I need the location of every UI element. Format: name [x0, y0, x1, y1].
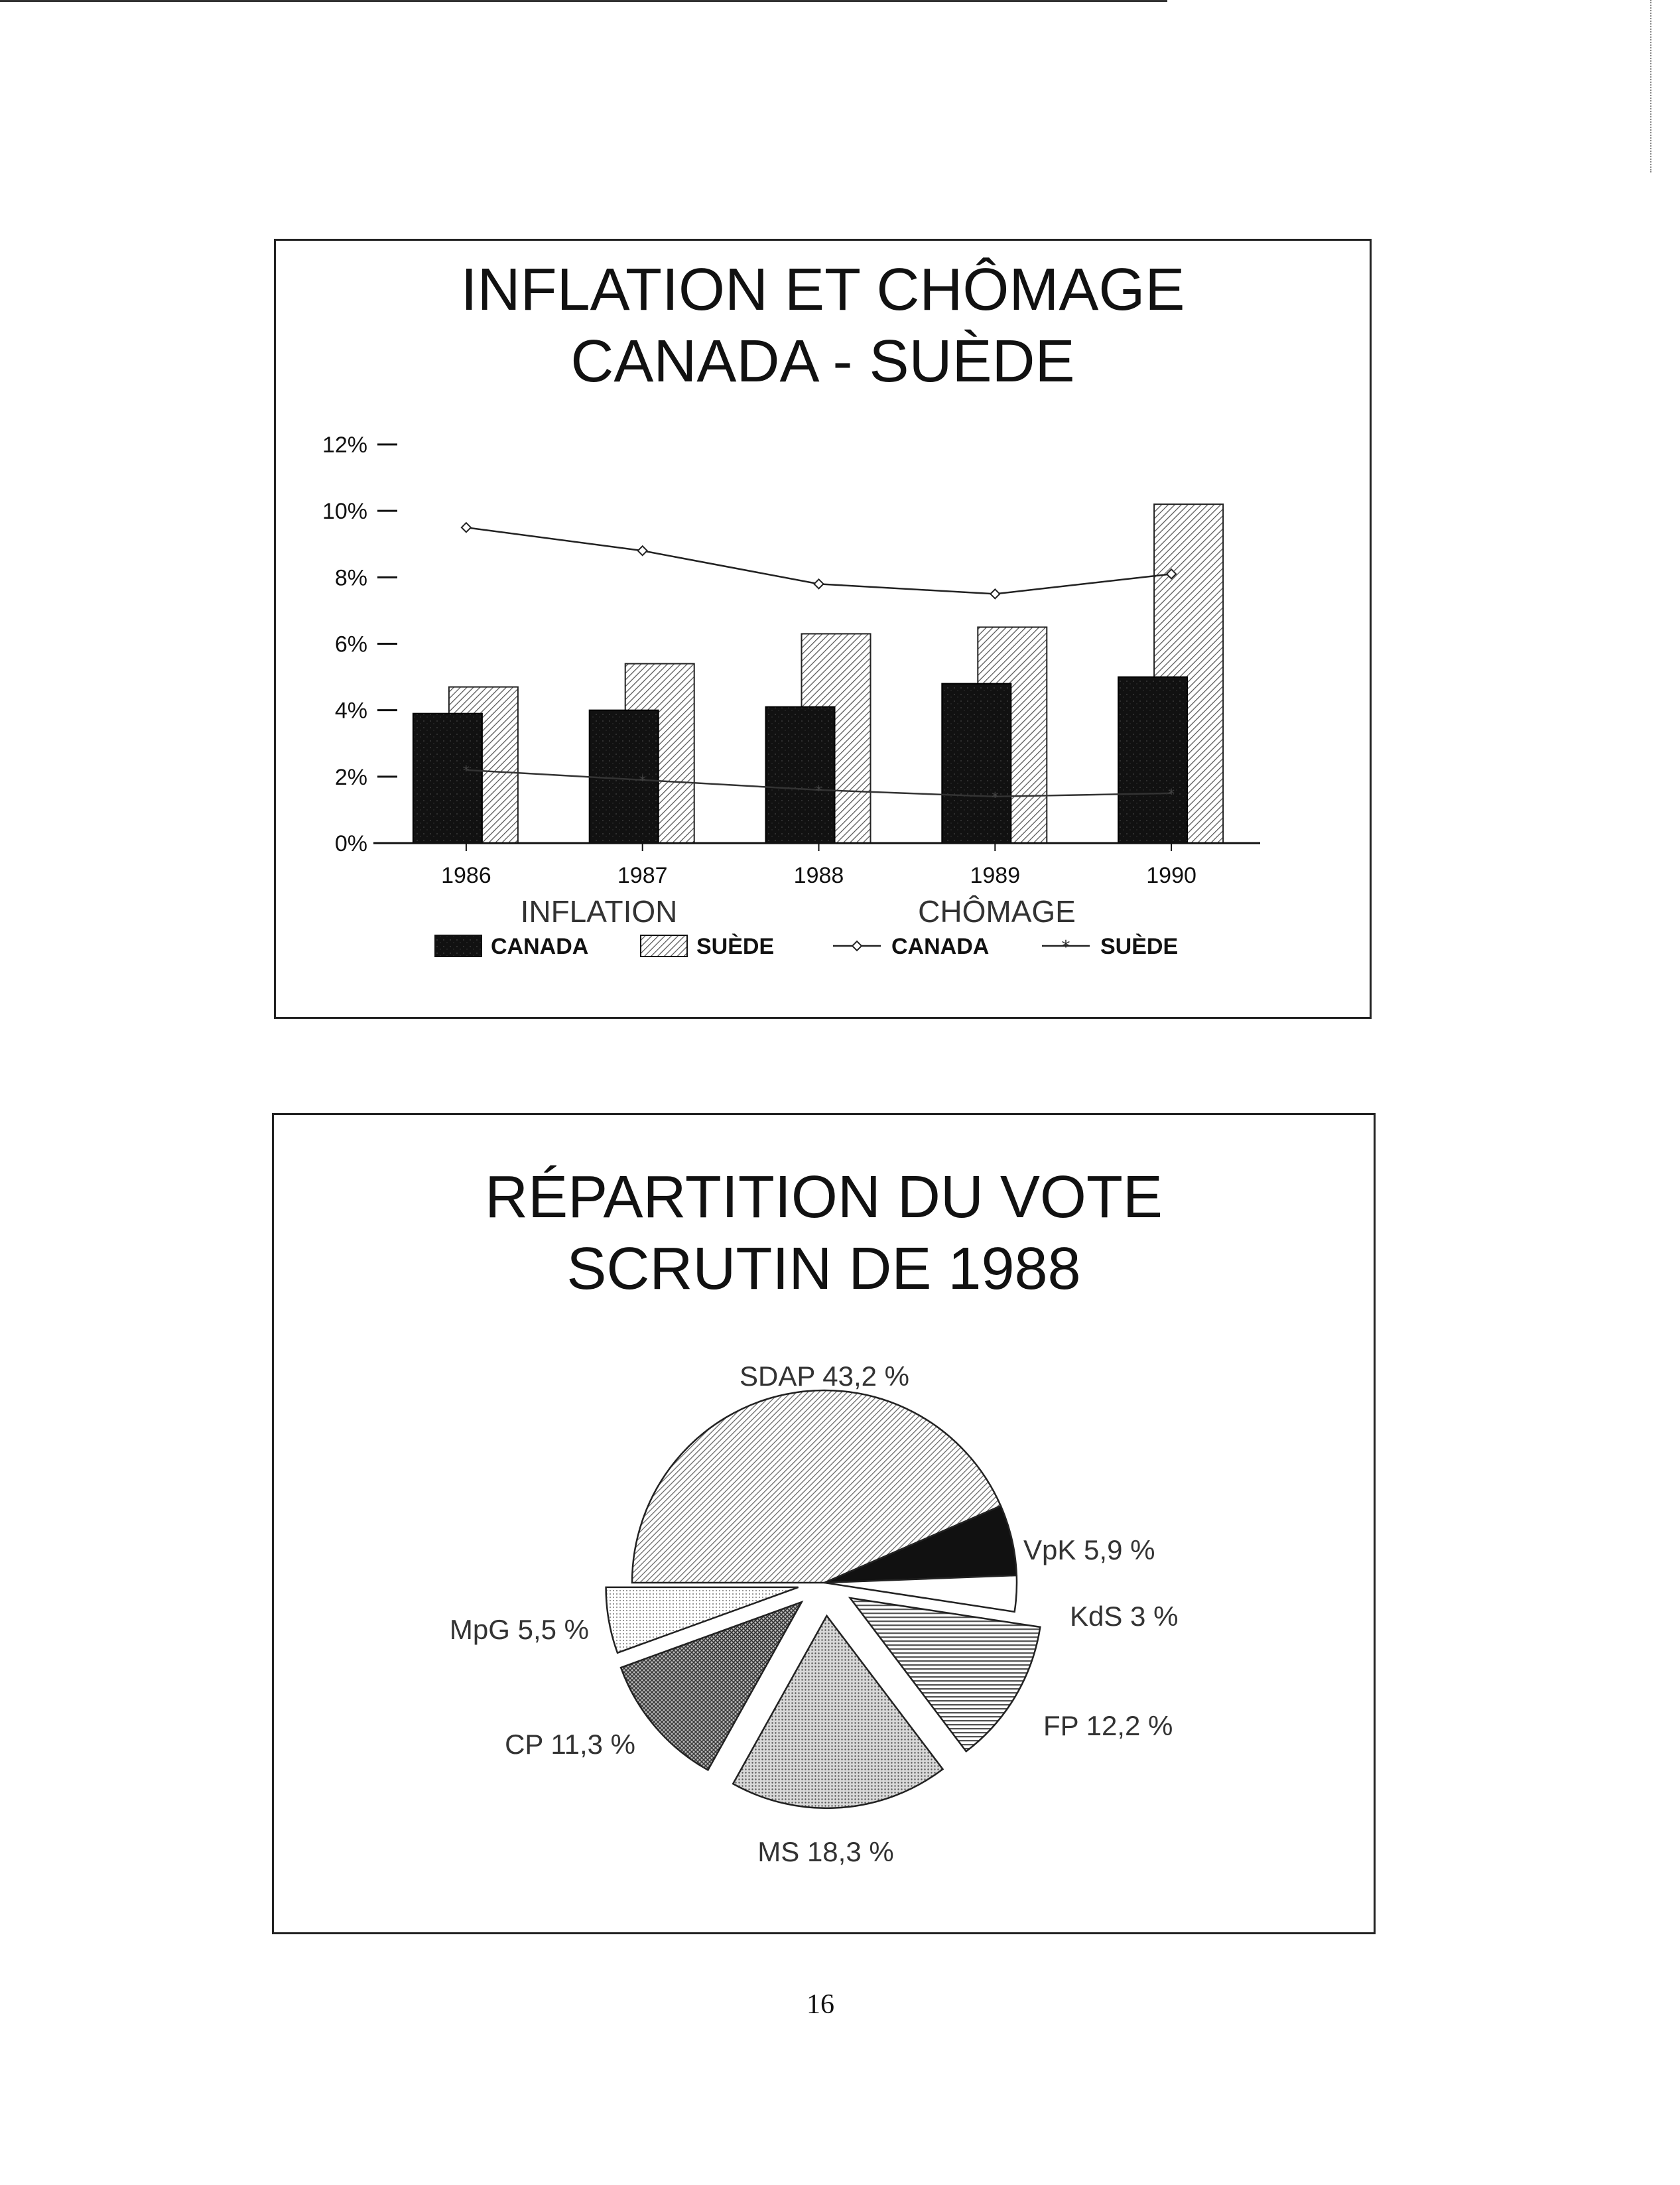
legend-label: SUÈDE: [696, 934, 775, 959]
group-label-chomage: CHÔMAGE: [918, 894, 1076, 929]
y-tick-label: 12%: [322, 432, 367, 458]
pie-label-mpg: MpG 5,5 %: [449, 1614, 589, 1645]
legend-marker: *: [1061, 937, 1070, 957]
x-tick-label: 1989: [970, 863, 1021, 888]
pie-label-vpk: VpK 5,9 %: [1023, 1534, 1155, 1565]
point-suede-chomage: *: [462, 762, 470, 779]
bar-canada-inflation: [1118, 677, 1187, 843]
legend-item: [1042, 934, 1178, 959]
point-suede-chomage: *: [815, 782, 822, 799]
point-canada-chomage: [638, 546, 647, 555]
pie-slice-kds: [824, 1575, 1017, 1612]
legend-label: CANADA: [491, 934, 589, 959]
y-tick-label: 4%: [334, 698, 367, 724]
group-label-inflation: INFLATION: [520, 894, 678, 929]
page-number: 16: [807, 1989, 834, 2020]
bar-canada-inflation: [590, 710, 659, 843]
pie-label-sdap: SDAP 43,2 %: [739, 1360, 910, 1392]
point-suede-chomage: *: [992, 789, 999, 805]
legend-label: SUÈDE: [1100, 934, 1179, 959]
y-tick-label: 0%: [334, 831, 367, 856]
legend-swatch: [641, 935, 687, 957]
legend-label: CANADA: [891, 934, 990, 959]
bar-canada-inflation: [413, 714, 482, 843]
x-tick-label: 1987: [617, 863, 668, 888]
scan-edge-marks: [1650, 0, 1653, 172]
chart-title-line1: RÉPARTITION DU VOTE: [485, 1164, 1163, 1230]
point-suede-chomage: *: [639, 772, 646, 789]
top-rule: [0, 0, 1167, 2]
legend-item: [833, 934, 989, 959]
chart-title-line1: INFLATION ET CHÔMAGE: [460, 257, 1185, 323]
legend-marker: [852, 941, 862, 951]
chart-title-line2: CANADA - SUÈDE: [570, 328, 1075, 395]
inflation-chart-plot: [276, 241, 1370, 1017]
y-tick-label: 6%: [334, 631, 367, 657]
y-tick-label: 2%: [334, 764, 367, 790]
x-tick-label: 1988: [793, 863, 844, 888]
legend-item: [641, 934, 774, 959]
x-axis: [373, 843, 1260, 888]
chart-title-line2: SCRUTIN DE 1988: [566, 1236, 1081, 1302]
pie-label-ms: MS 18,3 %: [757, 1836, 894, 1867]
group-labels: [521, 894, 1076, 929]
point-canada-chomage: [814, 579, 824, 588]
vote-pie-chart: [274, 1115, 1374, 1932]
legend-item: [435, 934, 588, 959]
point-canada-chomage: [462, 523, 471, 532]
legend: [435, 934, 1178, 959]
inflation-chart-panel: [274, 239, 1372, 1019]
point-suede-chomage: *: [1168, 785, 1175, 802]
y-axis: [322, 432, 397, 856]
y-tick-label: 10%: [322, 499, 367, 525]
pie-slices: [606, 1390, 1041, 1808]
bar-canada-inflation: [766, 707, 835, 843]
bar-canada-inflation: [942, 684, 1011, 843]
pie-label-kds: KdS 3 %: [1070, 1601, 1179, 1632]
vote-chart-panel: [272, 1113, 1376, 1934]
pie-label-fp: FP 12,2 %: [1043, 1710, 1173, 1741]
legend-swatch: [435, 935, 482, 957]
x-tick-label: 1986: [441, 863, 491, 888]
point-canada-chomage: [990, 589, 1000, 598]
x-tick-label: 1990: [1146, 863, 1196, 888]
y-tick-label: 8%: [334, 565, 367, 591]
pie-label-cp: CP 11,3 %: [505, 1729, 635, 1760]
